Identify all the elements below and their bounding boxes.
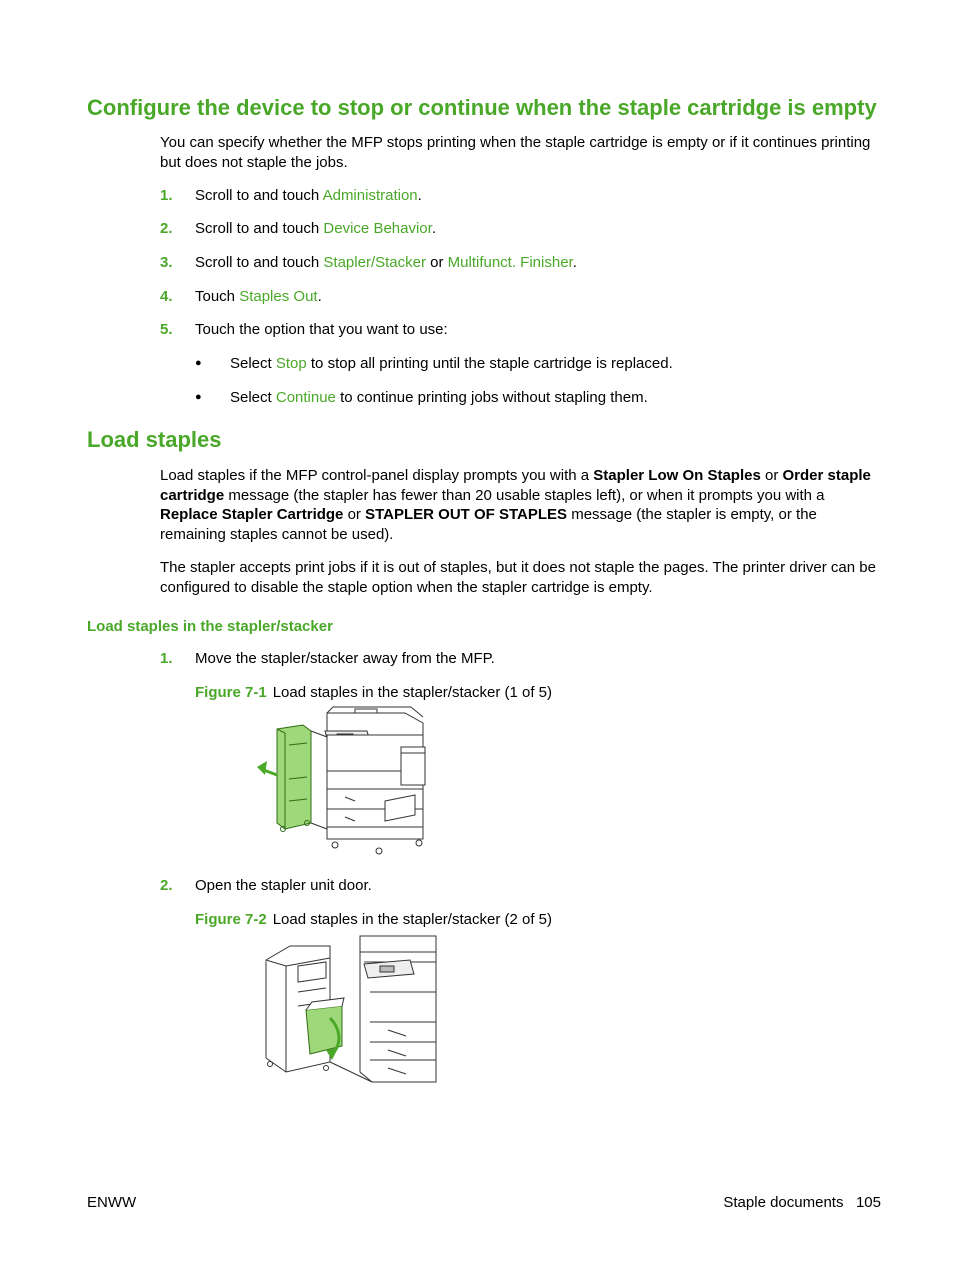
step-text: Scroll to and touch Device Behavior. [195, 220, 436, 237]
bullet-text: Select Continue to continue printing jobs without stapling them. [230, 389, 648, 406]
figure-7-2-illustration [260, 932, 440, 1086]
bullet-text: Select Stop to stop all printing until the staple cartridge is replaced. [230, 355, 673, 372]
figure-7-1-illustration [255, 705, 435, 857]
step-number: 2. [160, 877, 173, 894]
step-text: Move the stapler/stacker away from the MFP. [195, 650, 495, 667]
option-link-stop[interactable]: Stop [275, 355, 307, 372]
load-staples-paragraph-1: Load staples if the MFP control-panel display prompts you with a Stapler Low On Staples or Order staple cartridge message (the stapler has fewer than 20 usable staples left), or when it prompts you with a Replace Stapler Cartridge or STAPLER OUT OF STAPLES message (the stapler is empty, or the remaining staples cannot be used). [160, 467, 871, 543]
step-number: 2. [160, 220, 173, 237]
section-title-configure: Configure the device to stop or continue when the staple cartridge is empty [87, 95, 877, 120]
figure-caption-7-2 [195, 910, 552, 929]
figure-caption-text: Load staples in the stapler/stacker (2 of 5) [272, 911, 553, 928]
step-number: 5. [160, 321, 173, 338]
subsection-title-stapler-stacker: Load staples in the stapler/stacker [87, 618, 333, 635]
step-text: Open the stapler unit door. [195, 877, 372, 894]
figure-caption-text: Load staples in the stapler/stacker (1 of 5) [272, 684, 553, 701]
menu-link-multifunct-finisher[interactable]: Multifunct. Finisher [447, 254, 573, 271]
step-number: 1. [160, 650, 173, 667]
load-staples-paragraph-2: The stapler accepts print jobs if it is out of staples, but it does not staple the pages. The printer driver can be configured to disable the staple option when the stapler cartridge is empty. [160, 559, 876, 596]
intro-paragraph: You can specify whether the MFP stops printing when the staple cartridge is empty or if it continues printing but does not staple the jobs. [160, 134, 871, 171]
step-text: Touch the option that you want to use: [195, 321, 448, 338]
menu-link-staples-out[interactable]: Staples Out [239, 288, 318, 305]
section-title-load-staples: Load staples [87, 427, 222, 452]
step-text: Touch Staples Out. [195, 288, 322, 305]
bullet-icon: ● [195, 391, 202, 403]
figure-label: Figure 7-2 [195, 911, 267, 928]
footer-right [723, 1193, 881, 1212]
option-link-continue[interactable]: Continue [275, 389, 336, 406]
footer-chapter-title: Staple documents [723, 1194, 844, 1211]
figure-label: Figure 7-1 [195, 684, 267, 701]
menu-link-administration[interactable]: Administration [322, 187, 418, 204]
figure-caption-7-1 [195, 683, 552, 702]
step-number: 3. [160, 254, 173, 271]
menu-link-device-behavior[interactable]: Device Behavior [323, 220, 432, 237]
step-text: Scroll to and touch Administration. [195, 187, 422, 204]
page-number: 105 [855, 1194, 881, 1211]
step-number: 1. [160, 187, 173, 204]
step-text: Scroll to and touch Stapler/Stacker or Multifunct. Finisher. [195, 254, 577, 271]
footer-left: ENWW [87, 1194, 137, 1211]
step-number: 4. [160, 288, 173, 305]
bullet-icon: ● [195, 357, 202, 369]
menu-link-stapler-stacker[interactable]: Stapler/Stacker [323, 254, 426, 271]
